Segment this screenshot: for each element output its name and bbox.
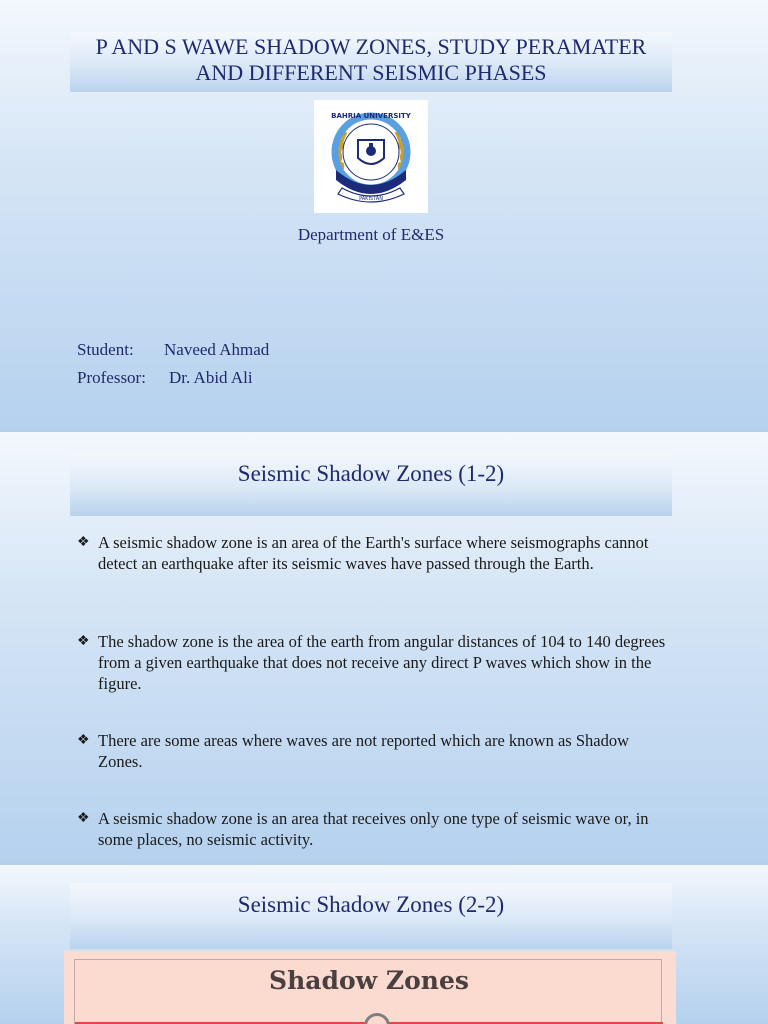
- professor-row: [77, 368, 253, 388]
- diamond-bullet-icon: ❖: [77, 811, 90, 826]
- university-logo: [314, 100, 428, 213]
- bullet-item: [77, 631, 677, 694]
- professor-name: Dr. Abid Ali: [169, 368, 253, 387]
- student-row: [77, 340, 269, 360]
- bullet-item: [77, 808, 677, 850]
- slide-title: Seismic Shadow Zones (1-2): [70, 454, 672, 516]
- content-slide-1: [0, 432, 768, 865]
- diamond-bullet-icon: ❖: [77, 733, 90, 748]
- title-slide: [0, 0, 768, 432]
- figure-title: Shadow Zones: [269, 966, 469, 995]
- bullet-text: A seismic shadow zone is an area of the Earth's surface where seismographs cannot detect an earthquake after its seismic waves have passed through the Earth.: [98, 533, 649, 573]
- diamond-bullet-icon: ❖: [77, 535, 90, 550]
- bullet-item: [77, 730, 677, 772]
- slide-title: P AND S WAWE SHADOW ZONES, STUDY PERAMATER AND DIFFERENT SEISMIC PHASES: [70, 32, 672, 92]
- bullet-text: A seismic shadow zone is an area that receives only one type of seismic wave or, in some places, no seismic activity.: [98, 809, 649, 849]
- circle-icon: [364, 1013, 390, 1024]
- bullet-text: There are some areas where waves are not reported which are known as Shadow Zones.: [98, 731, 629, 771]
- professor-label: Professor:: [77, 368, 146, 387]
- bullet-item: [77, 532, 677, 574]
- figure-frame: [74, 959, 662, 1024]
- slide-title: Seismic Shadow Zones (2-2): [70, 883, 672, 949]
- logo-top-text: BAHRIA UNIVERSITY: [331, 112, 411, 120]
- department-name: Department of E&ES: [297, 225, 445, 244]
- student-name: Naveed Ahmad: [164, 340, 270, 359]
- diamond-bullet-icon: ❖: [77, 634, 90, 649]
- shadow-zones-figure: [64, 951, 676, 1024]
- logo-bottom-text: PAKISTAN: [359, 196, 383, 202]
- bullet-text: The shadow zone is the area of the earth from angular distances of 104 to 140 degrees from a given earthquake that does not receive any direct P waves which show in the figure.: [98, 632, 666, 693]
- student-label: Student:: [77, 340, 134, 359]
- content-slide-2: [0, 865, 768, 1024]
